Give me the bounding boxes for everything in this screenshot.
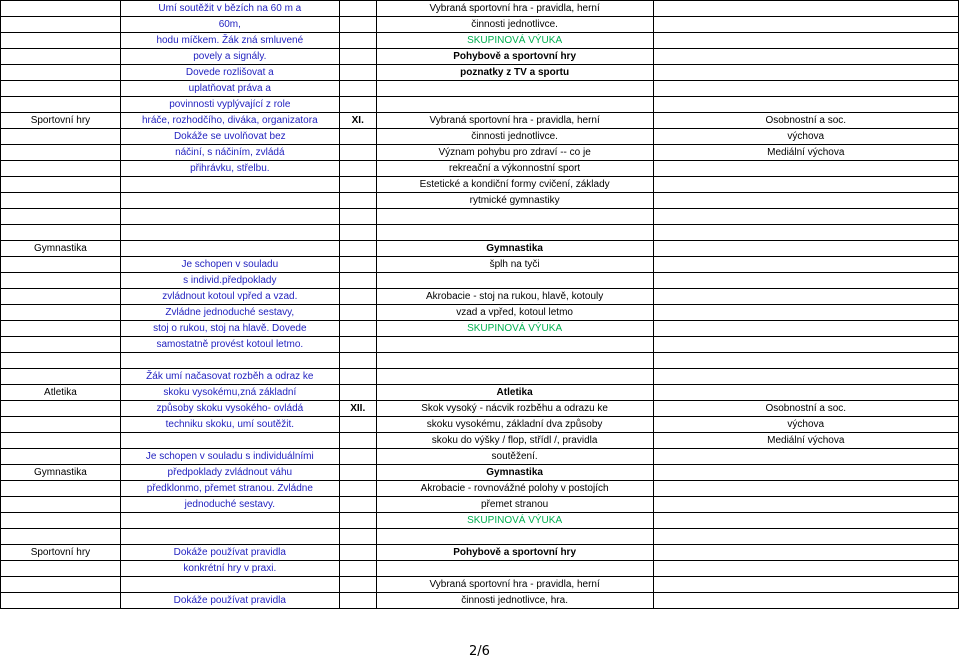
table-row <box>1 481 959 497</box>
table-row <box>1 593 959 609</box>
grade-cell <box>339 81 376 97</box>
topic-cell <box>1 17 121 33</box>
crosscurricular-cell <box>653 49 958 65</box>
crosscurricular-cell <box>653 65 958 81</box>
content-cell: Vybraná sportovní hra - pravidla, herní <box>376 1 653 17</box>
outcome-cell: 60m, <box>120 17 339 33</box>
table-row <box>1 513 959 529</box>
crosscurricular-cell <box>653 1 958 17</box>
grade-cell <box>339 65 376 81</box>
topic-cell <box>1 145 121 161</box>
outcome-cell: způsoby skoku vysokého- ovládá <box>120 401 339 417</box>
grade-cell <box>339 209 376 225</box>
content-cell: Gymnastika <box>376 241 653 257</box>
content-cell: Vybraná sportovní hra - pravidla, herní <box>376 113 653 129</box>
table-row <box>1 305 959 321</box>
table-row <box>1 353 959 369</box>
topic-cell <box>1 49 121 65</box>
crosscurricular-cell <box>653 337 958 353</box>
crosscurricular-cell <box>653 465 958 481</box>
topic-cell <box>1 161 121 177</box>
crosscurricular-cell <box>653 593 958 609</box>
topic-cell <box>1 401 121 417</box>
grade-cell <box>339 129 376 145</box>
grade-cell <box>339 465 376 481</box>
crosscurricular-cell <box>653 97 958 113</box>
outcome-cell: samostatně provést kotoul letmo. <box>120 337 339 353</box>
outcome-cell: jednoduché sestavy. <box>120 497 339 513</box>
table-row <box>1 417 959 433</box>
topic-cell <box>1 529 121 545</box>
content-cell: Gymnastika <box>376 465 653 481</box>
topic-cell <box>1 225 121 241</box>
outcome-cell: skoku vysokému,zná základní <box>120 385 339 401</box>
outcome-cell: zvládnout kotoul vpřed a vzad. <box>120 289 339 305</box>
table-row <box>1 561 959 577</box>
page-number: 2/6 <box>469 644 490 659</box>
outcome-cell: přihrávku, střelbu. <box>120 161 339 177</box>
content-cell <box>376 225 653 241</box>
crosscurricular-cell <box>653 353 958 369</box>
grade-cell <box>339 337 376 353</box>
grade-cell <box>339 289 376 305</box>
content-cell <box>376 353 653 369</box>
table-row <box>1 337 959 353</box>
outcome-cell <box>120 353 339 369</box>
crosscurricular-cell <box>653 257 958 273</box>
topic-cell <box>1 97 121 113</box>
content-cell: rytmické gymnastiky <box>376 193 653 209</box>
content-cell: Atletika <box>376 385 653 401</box>
outcome-cell: povinnosti vyplývající z role <box>120 97 339 113</box>
table-row <box>1 433 959 449</box>
content-cell: SKUPINOVÁ VÝUKA <box>376 321 653 337</box>
crosscurricular-cell: Mediální výchova <box>653 145 958 161</box>
outcome-cell <box>120 193 339 209</box>
content-cell <box>376 81 653 97</box>
crosscurricular-cell <box>653 513 958 529</box>
outcome-cell <box>120 241 339 257</box>
outcome-cell: Je schopen v souladu s individuálními <box>120 449 339 465</box>
outcome-cell: hráče, rozhodčího, diváka, organizatora <box>120 113 339 129</box>
table-row <box>1 529 959 545</box>
table-row <box>1 161 959 177</box>
grade-cell <box>339 241 376 257</box>
table-row <box>1 401 959 417</box>
content-cell <box>376 369 653 385</box>
outcome-cell: povely a signály. <box>120 49 339 65</box>
grade-cell <box>339 177 376 193</box>
topic-cell: Atletika <box>1 385 121 401</box>
content-cell <box>376 97 653 113</box>
crosscurricular-cell: výchova <box>653 417 958 433</box>
content-cell: Akrobacie - rovnovážné polohy v postojích <box>376 481 653 497</box>
content-cell <box>376 337 653 353</box>
grade-cell <box>339 225 376 241</box>
grade-cell <box>339 33 376 49</box>
table-row <box>1 321 959 337</box>
grade-cell <box>339 545 376 561</box>
table-row <box>1 369 959 385</box>
content-cell: činnosti jednotlivce. <box>376 129 653 145</box>
grade-cell <box>339 385 376 401</box>
crosscurricular-cell <box>653 33 958 49</box>
topic-cell: Sportovní hry <box>1 545 121 561</box>
content-cell: skoku do výšky / flop, střídl /, pravidla <box>376 433 653 449</box>
grade-cell <box>339 145 376 161</box>
crosscurricular-cell <box>653 545 958 561</box>
grade-cell <box>339 49 376 65</box>
content-cell: vzad a vpřed, kotoul letmo <box>376 305 653 321</box>
topic-cell <box>1 321 121 337</box>
crosscurricular-cell <box>653 529 958 545</box>
crosscurricular-cell <box>653 241 958 257</box>
outcome-cell <box>120 225 339 241</box>
table-row <box>1 17 959 33</box>
crosscurricular-cell <box>653 369 958 385</box>
content-cell <box>376 561 653 577</box>
outcome-cell <box>120 209 339 225</box>
table-row <box>1 81 959 97</box>
outcome-cell: hodu míčkem. Žák zná smluvené <box>120 33 339 49</box>
crosscurricular-cell <box>653 449 958 465</box>
grade-cell <box>339 273 376 289</box>
content-cell: skoku vysokému, základní dva způsoby <box>376 417 653 433</box>
content-cell: rekreační a výkonnostní sport <box>376 161 653 177</box>
outcome-cell: Je schopen v souladu <box>120 257 339 273</box>
table-row <box>1 33 959 49</box>
topic-cell <box>1 417 121 433</box>
outcome-cell: Dokáže používat pravidla <box>120 545 339 561</box>
content-cell <box>376 273 653 289</box>
outcome-cell <box>120 177 339 193</box>
topic-cell <box>1 561 121 577</box>
grade-cell <box>339 481 376 497</box>
crosscurricular-cell <box>653 193 958 209</box>
crosscurricular-cell <box>653 497 958 513</box>
content-cell: Estetické a kondiční formy cvičení, základy <box>376 177 653 193</box>
table-row <box>1 257 959 273</box>
topic-cell <box>1 273 121 289</box>
grade-cell <box>339 17 376 33</box>
grade-cell <box>339 353 376 369</box>
outcome-cell: Dokáže používat pravidla <box>120 593 339 609</box>
crosscurricular-cell <box>653 273 958 289</box>
outcome-cell <box>120 433 339 449</box>
topic-cell: Gymnastika <box>1 241 121 257</box>
topic-cell <box>1 337 121 353</box>
crosscurricular-cell <box>653 225 958 241</box>
table-row <box>1 97 959 113</box>
topic-cell <box>1 129 121 145</box>
grade-cell: XII. <box>339 401 376 417</box>
crosscurricular-cell <box>653 321 958 337</box>
topic-cell <box>1 481 121 497</box>
topic-cell <box>1 193 121 209</box>
topic-cell <box>1 593 121 609</box>
content-cell: Vybraná sportovní hra - pravidla, herní <box>376 577 653 593</box>
crosscurricular-cell <box>653 385 958 401</box>
content-cell: SKUPINOVÁ VÝUKA <box>376 33 653 49</box>
crosscurricular-cell <box>653 305 958 321</box>
content-cell: SKUPINOVÁ VÝUKA <box>376 513 653 529</box>
grade-cell <box>339 449 376 465</box>
grade-cell <box>339 257 376 273</box>
topic-cell <box>1 177 121 193</box>
grade-cell <box>339 577 376 593</box>
topic-cell: Sportovní hry <box>1 113 121 129</box>
table-row <box>1 177 959 193</box>
topic-cell <box>1 433 121 449</box>
outcome-cell: Dokáže se uvolňovat bez <box>120 129 339 145</box>
crosscurricular-cell <box>653 177 958 193</box>
grade-cell <box>339 417 376 433</box>
outcome-cell <box>120 529 339 545</box>
content-cell: šplh na tyči <box>376 257 653 273</box>
table-row <box>1 113 959 129</box>
content-cell <box>376 209 653 225</box>
outcome-cell: náčiní, s náčiním, zvládá <box>120 145 339 161</box>
outcome-cell: techniku skoku, umí soutěžit. <box>120 417 339 433</box>
grade-cell <box>339 321 376 337</box>
grade-cell <box>339 369 376 385</box>
crosscurricular-cell <box>653 17 958 33</box>
outcome-cell <box>120 577 339 593</box>
crosscurricular-cell: Mediální výchova <box>653 433 958 449</box>
topic-cell <box>1 369 121 385</box>
grade-cell <box>339 433 376 449</box>
outcome-cell: předpoklady zvládnout váhu <box>120 465 339 481</box>
topic-cell <box>1 305 121 321</box>
table-row <box>1 449 959 465</box>
topic-cell <box>1 209 121 225</box>
outcome-cell: Dovede rozlišovat a <box>120 65 339 81</box>
grade-cell <box>339 161 376 177</box>
table-row <box>1 129 959 145</box>
table-row <box>1 465 959 481</box>
grade-cell <box>339 1 376 17</box>
topic-cell <box>1 65 121 81</box>
grade-cell <box>339 305 376 321</box>
content-cell: soutěžení. <box>376 449 653 465</box>
outcome-cell: Umí soutěžit v bězích na 60 m a <box>120 1 339 17</box>
content-cell: přemet stranou <box>376 497 653 513</box>
topic-cell <box>1 353 121 369</box>
content-cell: Pohybově a sportovní hry <box>376 545 653 561</box>
crosscurricular-cell <box>653 289 958 305</box>
content-cell: Význam pohybu pro zdraví -- co je <box>376 145 653 161</box>
table-row <box>1 145 959 161</box>
table-row <box>1 497 959 513</box>
curriculum-table-body <box>1 1 959 609</box>
content-cell: Akrobacie - stoj na rukou, hlavě, kotouly <box>376 289 653 305</box>
content-cell: činnosti jednotlivce. <box>376 17 653 33</box>
table-row <box>1 273 959 289</box>
topic-cell <box>1 289 121 305</box>
table-row <box>1 545 959 561</box>
grade-cell <box>339 529 376 545</box>
topic-cell <box>1 81 121 97</box>
grade-cell <box>339 193 376 209</box>
content-cell: Pohybově a sportovní hry <box>376 49 653 65</box>
topic-cell <box>1 33 121 49</box>
grade-cell: XI. <box>339 113 376 129</box>
grade-cell <box>339 97 376 113</box>
outcome-cell: Žák umí načasovat rozběh a odraz ke <box>120 369 339 385</box>
crosscurricular-cell <box>653 577 958 593</box>
topic-cell <box>1 257 121 273</box>
table-row <box>1 49 959 65</box>
table-row <box>1 385 959 401</box>
topic-cell <box>1 577 121 593</box>
table-row <box>1 1 959 17</box>
topic-cell <box>1 513 121 529</box>
table-row <box>1 241 959 257</box>
crosscurricular-cell <box>653 561 958 577</box>
crosscurricular-cell <box>653 481 958 497</box>
topic-cell: Gymnastika <box>1 465 121 481</box>
outcome-cell: Zvládne jednoduché sestavy, <box>120 305 339 321</box>
outcome-cell: uplatňovat práva a <box>120 81 339 97</box>
outcome-cell: předklonmo, přemet stranou. Zvládne <box>120 481 339 497</box>
grade-cell <box>339 497 376 513</box>
content-cell: činnosti jednotlivce, hra. <box>376 593 653 609</box>
table-row <box>1 225 959 241</box>
topic-cell <box>1 1 121 17</box>
table-row <box>1 209 959 225</box>
content-cell: Skok vysoký - nácvik rozběhu a odrazu ke <box>376 401 653 417</box>
crosscurricular-cell: Osobnostní a soc. <box>653 113 958 129</box>
table-row <box>1 289 959 305</box>
outcome-cell <box>120 513 339 529</box>
content-cell <box>376 529 653 545</box>
outcome-cell: konkrétní hry v praxi. <box>120 561 339 577</box>
content-cell: poznatky z TV a sportu <box>376 65 653 81</box>
topic-cell <box>1 497 121 513</box>
grade-cell <box>339 561 376 577</box>
outcome-cell: stoj o rukou, stoj na hlavě. Dovede <box>120 321 339 337</box>
table-row <box>1 65 959 81</box>
crosscurricular-cell <box>653 81 958 97</box>
crosscurricular-cell <box>653 161 958 177</box>
topic-cell <box>1 449 121 465</box>
crosscurricular-cell: Osobnostní a soc. <box>653 401 958 417</box>
crosscurricular-cell <box>653 209 958 225</box>
grade-cell <box>339 593 376 609</box>
crosscurricular-cell: výchova <box>653 129 958 145</box>
table-row <box>1 577 959 593</box>
outcome-cell: s individ.předpoklady <box>120 273 339 289</box>
table-row <box>1 193 959 209</box>
grade-cell <box>339 513 376 529</box>
